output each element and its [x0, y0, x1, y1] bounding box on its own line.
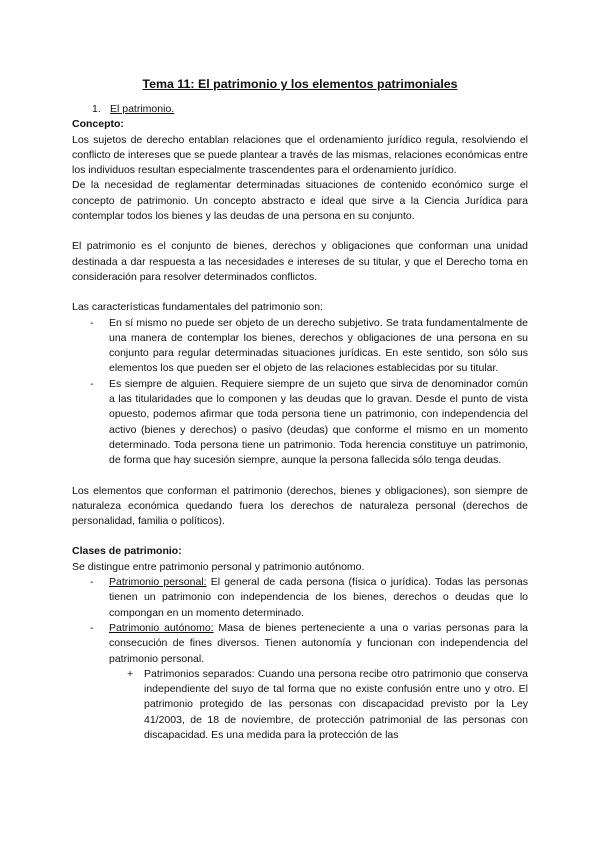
list-item	[90, 621, 528, 667]
clases-heading: Clases de patrimonio:	[72, 545, 182, 558]
elementos-paragraph: Los elementos que conforman el patrimonio (derechos, bienes y obligaciones), son siempre de naturaleza económica quedando fuera los derechos de naturaleza personal (derechos de personalidad, familia o políticos).	[72, 484, 528, 528]
concepto-paragraph-1: Los sujetos de derecho entablan relaciones que el ordenamiento jurídico regula, resolviendo el conflicto de intereses que se puede plantear a través de las mismas, relaciones económicas entre los individuos resultan especialmente trascendentes para el ordenamiento jurídico.	[72, 133, 528, 177]
bullet-text: Es siempre de alguien. Requiere siempre de un sujeto que sirva de denominador común a las titularidades que lo componen y las deudas que lo gravan. Desde el punto de vista opuesto, podemos afirmar que toda persona tiene un patrimonio, con independencia del activo (bienes y derechos) o pasivo (deudas) que conforme el mismo en un momento determinado. Toda persona tiene un patrimonio. Toda herencia constituye un patrimonio, de forma que hay sucesión siempre, aunque la persona fallecida sólo tenga deudas.	[109, 377, 528, 467]
caracteristicas-intro: Las características fundamentales del patrimonio son:	[72, 301, 323, 314]
page-title: Tema 11: El patrimonio y los elementos patrimoniales	[142, 77, 458, 91]
term-label: Patrimonio personal:	[109, 576, 207, 589]
bullet-mark: -	[90, 621, 94, 634]
bullet-mark: -	[90, 316, 94, 329]
clases-intro: Se distingue entre patrimonio personal y patrimonio autónomo.	[72, 560, 365, 573]
bullet-text: En sí mismo no puede ser objeto de un derecho subjetivo. Se trata fundamentalmente de una manera de contemplar los bienes, derechos y obligaciones de una persona en su conjunto para regular determinadas situaciones jurídicas. En este sentido, son sólo sus elementos los que pueden ser el objeto de las relaciones establecidas por su titular.	[109, 316, 528, 375]
section-number: 1.	[92, 103, 101, 115]
list-item	[90, 377, 528, 469]
sub-list-item	[127, 667, 528, 743]
term-definition: Masa de bienes perteneciente a una o varias personas para la consecución de fines diversos. Tienen autonomía y funcionan con independencia del patrimonio personal.	[109, 621, 528, 665]
list-item	[90, 575, 528, 621]
concepto-paragraph-2: De la necesidad de reglamentar determinadas situaciones de contenido económico surge el concepto de patrimonio. Un concepto abstracto e ideal que sirve a la Ciencia Jurídica para contemplar todos los bienes y las deudas de una persona en su conjunto.	[72, 179, 528, 223]
term-definition: El general de cada persona (física o jurídica). Todas las personas tienen un patrimonio con independencia de los bienes, derechos o deudas que lo compongan en un momento determinado.	[109, 576, 528, 619]
bullet-mark: -	[90, 576, 94, 589]
term-label: Patrimonio autónomo:	[109, 621, 214, 634]
concepto-heading: Concepto:	[72, 118, 124, 131]
section-label: El patrimonio.	[110, 103, 175, 115]
list-item	[90, 316, 528, 377]
sub-bullet-text: Patrimonios separados: Cuando una persona recibe otro patrimonio que conserva independiente del suyo de tal forma que no existe confusión entre uno y otro. El patrimonio protegido de las personas con discapacidad previsto por la Ley 41/2003, de 18 de noviembre, de protección patrimonial de las personas con discapacidad. Es una medida para la protección de las	[144, 667, 528, 741]
bullet-mark: -	[90, 377, 94, 390]
section-heading-patrimonio	[92, 102, 528, 117]
bullet-text	[109, 621, 528, 667]
sub-bullet-mark: +	[127, 667, 134, 680]
bullet-text	[109, 575, 528, 621]
concepto-paragraph-3: El patrimonio es el conjunto de bienes, derechos y obligaciones que conforman una unidad destinada a dar respuesta a las necesidades e intereses de su titular, y que el Derecho toma en consideración para resolver determinados conflictos.	[72, 240, 528, 283]
